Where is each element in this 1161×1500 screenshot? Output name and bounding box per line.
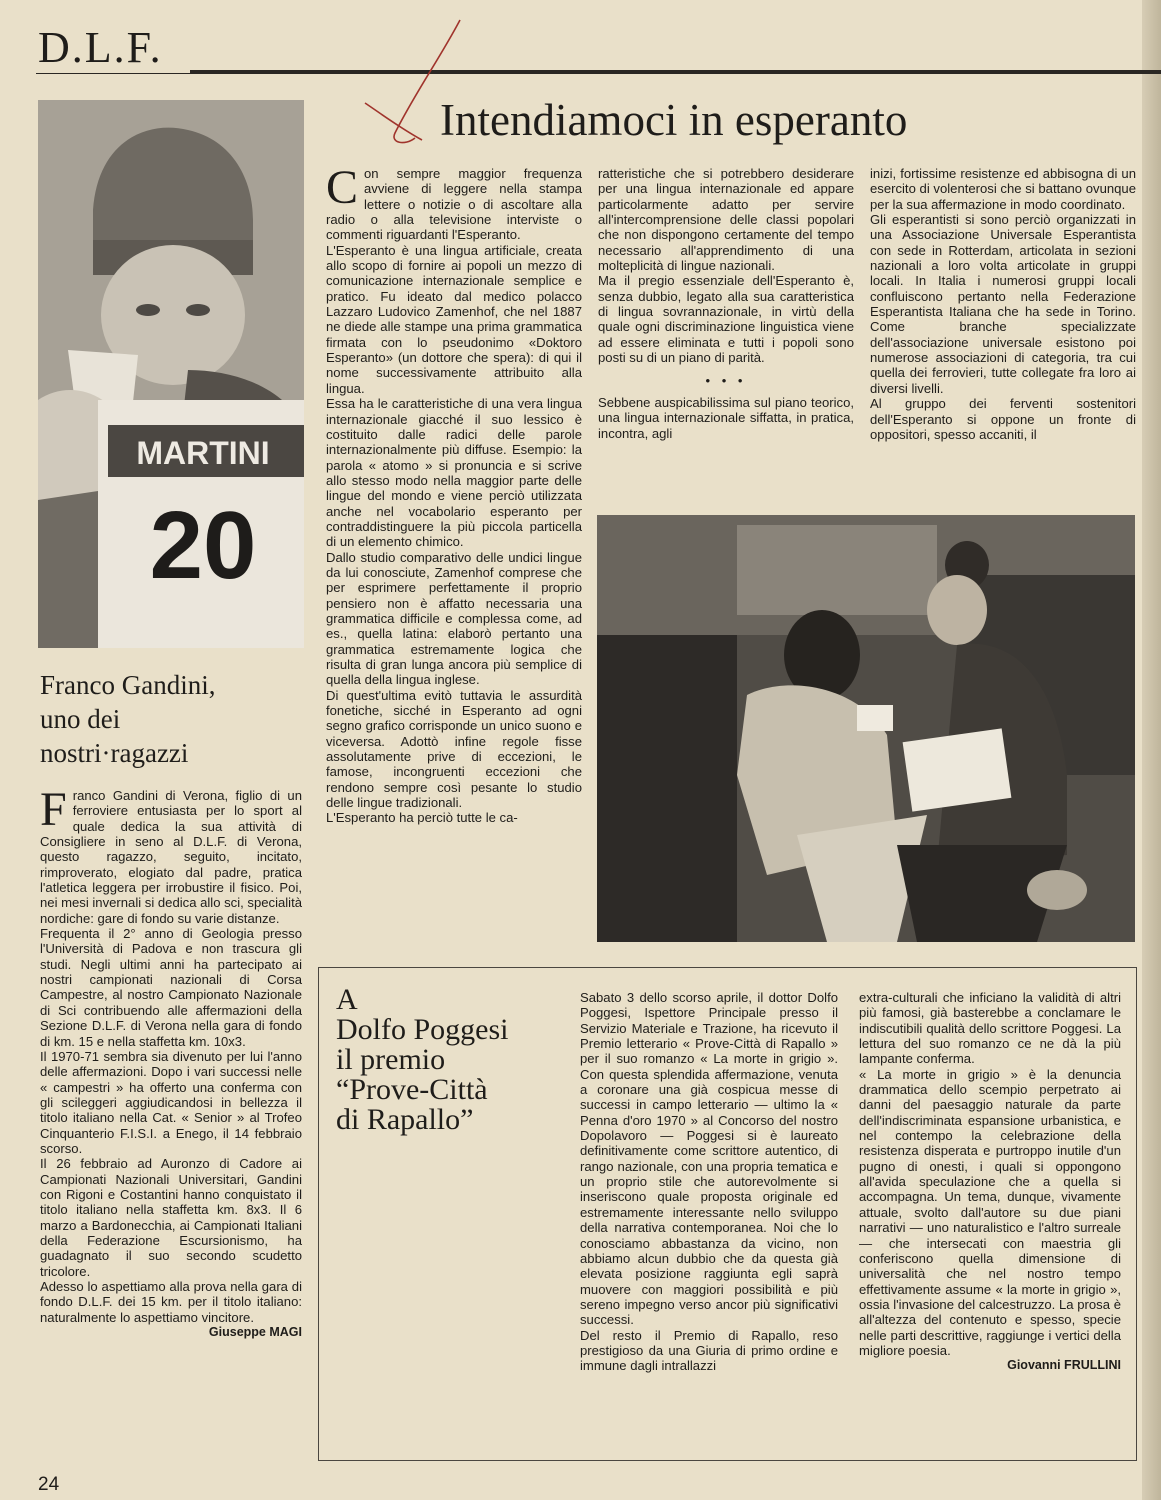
profile-column xyxy=(40,783,302,1340)
profile-byline: Giuseppe MAGI xyxy=(208,1325,302,1340)
award-title-line: “Prove-Città xyxy=(336,1073,488,1106)
article-dropcap: C xyxy=(326,161,359,214)
skier-photo-illustration xyxy=(38,100,304,648)
article-paragraph: L'Esperanto ha perciò tutte le ca- xyxy=(326,810,518,826)
profile-title-line: uno dei xyxy=(40,704,121,734)
profile-paragraph: Adesso lo aspettiamo alla prova nella gara di fondo D.L.F. dei 15 km. per il titolo italiano: naturalmente lo aspettiamo vincitore. xyxy=(40,1279,302,1325)
masthead: D.L.F. xyxy=(38,23,163,72)
skier-photo xyxy=(38,100,304,648)
article-paragraph: Gli esperantisti si sono perciò organizzati in una Associazione Universale Esperantista con sede in Rotterdam, articolata in sezioni nazionali a loro volta articolate in gruppi locali. In Italia i numerosi gruppi locali confluiscono pertanto nella Federazione Esperantista Italiana che ha sede in Torino. Come branche specializzate dell'associazione universale esistono poi numerose associazioni di categoria, tra cui quella dei ferrovieri, tutte collegate fra loro ai diversi livelli. xyxy=(870,212,1136,396)
article-paragraph: Sebbene auspicabilissima sul piano teorico, una lingua internazionale siffatta, in pratica, incontra, agli xyxy=(598,394,854,441)
award-column-1 xyxy=(580,990,838,1374)
article-paragraph: Dallo studio comparativo delle undici lingue da lui conosciute, Zamenhof comprese che per esprimere perfettamente il proprio pensiero non è affatto necessaria una grammatica difficile e complessa come, ad es., quella latina: elaborò pertanto una grammatica estremamente logica che risulta di gran lunga ancora più semplice di quella della lingua inglese. xyxy=(326,549,582,688)
bib-number: 20 xyxy=(149,492,257,599)
article-paragraph: on sempre maggior frequenza avviene di leggere nella stampa lettere o notizie o di ascoltare alla radio o alla televisione interviste o commenti riguardanti l'Esperanto. xyxy=(326,166,582,243)
award-title-line: Dolfo Poggesi xyxy=(336,1013,509,1046)
article-paragraph: inizi, fortissime resistenze ed abbisogna di un esercito di volenterosi che si battano ovunque per la sua affermazione in modo coordinato. xyxy=(870,166,1136,212)
award-paragraph: Del resto il Premio di Rapallo, reso prestigioso da una Giuria di primo ordine e immune dagli intrallazzi xyxy=(580,1327,838,1374)
profile-paragraph: ranco Gandini di Verona, figlio di un ferroviere entusiasta per lo sport al quale dedica la sua attività di Consigliere in seno al D.L.F. di Verona, questo ragazzo, seguito, incitato, rimproverato, elogiato dal padre, pratica l'atletica leggera per irrobustire il fisico. Poi, nei mesi invernali si dedica allo sci, specialità nordiche: gare di fondo su varie distanze. xyxy=(40,788,302,926)
train-photo-illustration xyxy=(597,515,1135,942)
award-title-line: A xyxy=(336,983,358,1016)
profile-dropcap: F xyxy=(40,783,67,836)
article-paragraph: Essa ha le caratteristiche di una vera lingua internazionale giacché il suo lessico è costituito dalle radici delle parole internazionalmente più diffuse. Esempio: la parola « atomo » si pronuncia e si scrive allo stesso modo nella maggior parte delle lingue del mondo e viene perciò utilizzata anche nel vocabolario esperanto per contraddistinguere la più piccola particella di un elemento chimico. xyxy=(326,396,582,550)
award-column-2 xyxy=(859,990,1121,1374)
award-byline: Giovanni FRULLINI xyxy=(1007,1358,1121,1373)
section-separator: • • • xyxy=(705,373,747,389)
article-paragraph: Ma il pregio essenziale dell'Esperanto è, senza dubbio, legato alla sua caratteristica di lingua sovrannazionale, in virtù della quale ogni discriminazione linguistica viene ad essere eliminata e tutti i popoli sono posti su di un piano di parità. xyxy=(598,273,854,366)
award-paragraph: extra-culturali che inficiano la validità di altri più famosi, già basterebbe a conclamare le indiscutibili qualità dello scrittore Poggesi. La lettura del suo romanzo ce ne dà la più lampante conferma. xyxy=(859,990,1121,1067)
profile-paragraph: Il 1970-71 sembra sia divenuto per lui l'anno delle affermazioni. Dopo i vari successi nelle « campestri » ha offerto una conferma con gli scileggeri aggiudicandosi in bellezza il titolo italiano nella Cat. « Senior » al Trofeo Cinquanterio F.I.S.I. a Enego, il 14 febbraio scorso. xyxy=(40,1048,302,1156)
award-title-line: di Rapallo” xyxy=(336,1103,474,1136)
profile-title xyxy=(40,668,310,770)
article-paragraph: ratteristiche che si potrebbero desiderare per una lingua internazionale ed appare particolarmente adatto per servire all'intercomprensione delle classi popolari che non dispongono certamente del tempo necessario all'apprendimento di una molteplicità di lingue nazionali. xyxy=(598,166,854,274)
article-paragraph: L'Esperanto è una lingua artificiale, creata allo scopo di fornire ai popoli un mezzo di comunicazione internazionale semplice e pratico. Fu ideato dal medico polacco Lazzaro Ludovico Zamenhof, che nel 1887 ne diede alle stampe una prima grammatica firmata con lo pseudonimo «Doktoro Esperanto» (un dottore che spera): di qui il nome successivamente attribuito alla lingua. xyxy=(326,242,582,396)
profile-paragraph: Il 26 febbraio ad Auronzo di Cadore ai Campionati Nazionali Universitari, Gandini con Rigoni e Costantini hanno conquistato il titolo italiano nella staffetta km. 8x3. Il 6 marzo a Bardonecchia, ai Campionati Italiani della Federazione Escursionismo, ha guadagnato il suo secondo scudetto tricolore. xyxy=(40,1156,302,1279)
award-paragraph: « La morte in grigio » è la denuncia drammatica dello scempio perpetrato ai danni del paesaggio naturale da parte dell'indiscriminata espansione urbanistica, e nel contempo la celebrazione della resistenza disperata e purtroppo inutile d'un pugno di onesti, i quali si oppongono all'avida speculazione che a quella si accompagna. Un tema, dunque, vivamente attuale, svolto dall'autore su due piani narrativi — uno naturalistico e l'altro surreale — che intersecati con maestria gli conferiscono quella dimensione di universalità che nel nostro tempo effettivamente assume « la morte in grigio », ossia l'invasione del calcestruzzo. La prosa è all'altezza del contenuto e spesso, specie nelle parti descrittive, raggiunge i vertici della migliore poesia. xyxy=(859,1066,1121,1358)
profile-paragraph: Frequenta il 2° anno di Geologia presso l'Università di Padova e non trascura gli studi. Negli ultimi anni ha partecipato ai nostri campionati nazionali di Corsa Campestre, al nostro Campionato Nazionale di Sci contribuendo alle affermazioni della Sezione D.L.F. di Verona nella gara di fondo di km. 15 e nella staffetta km. 10x3. xyxy=(40,926,302,1049)
page-number: 24 xyxy=(38,1474,60,1495)
award-title-line: il premio xyxy=(336,1043,446,1076)
article-column-1 xyxy=(326,161,582,826)
article-paragraph: Di quest'ultima evitò tuttavia le assurdità fonetiche, sicché in Esperanto ad ogni segno grafico corrisponde un unico suono e viceversa. Adottò infine regole fisse assolutamente prive di eccezioni, le famose, incongruenti eccezioni che rendono sempre così pesante lo studio delle lingue tradizionali. xyxy=(326,687,582,811)
article-column-3 xyxy=(870,166,1136,442)
profile-title-line: Franco Gandini, xyxy=(40,670,216,700)
masthead-rule-thin xyxy=(36,73,1161,74)
award-paragraph: Sabato 3 dello scorso aprile, il dottor Dolfo Poggesi, Ispettore Principale presso il Servizio Materiale e Trazione, ha ricevuto il Premio letterario « Prove-Città di Rapallo » per il suo romanzo « La morte in grigio ». Con questa splendida affermazione, venuta a coronare una già cospicua messe di successi in campo letterario — ultimo la « Penna d'oro 1970 » al Concorso del nostro Dopolavoro — Poggesi si è laureato definitivamente come scrittore autentico, di rango nazionale, con una propria tematica e un proprio stile che autorevolmente si inseriscono quale proposta originale ed estremamente interessante nello sviluppo della narrativa contemporanea. Noi che lo conosciamo abbastanza da vicino, non abbiamo alcun dubbio che da questa già elevata posizione raggiunta egli saprà muovere con maggiori possibilità e più sereno impegno verso ancor più significativi successi. xyxy=(580,990,838,1328)
esperanto-train-photo xyxy=(597,515,1135,942)
profile-title-line: nostri·ragazzi xyxy=(40,738,189,768)
article-column-2 xyxy=(598,166,854,441)
article-paragraph: Al gruppo dei ferventi sostenitori dell'Esperanto si oppone un fronte di oppositori, spesso accaniti, il xyxy=(870,396,1136,442)
bib-sponsor: MARTINI xyxy=(136,435,270,471)
award-box-title xyxy=(336,985,556,1135)
page-edge xyxy=(1142,0,1161,1500)
article-headline: Intendiamoci in esperanto xyxy=(440,95,908,145)
